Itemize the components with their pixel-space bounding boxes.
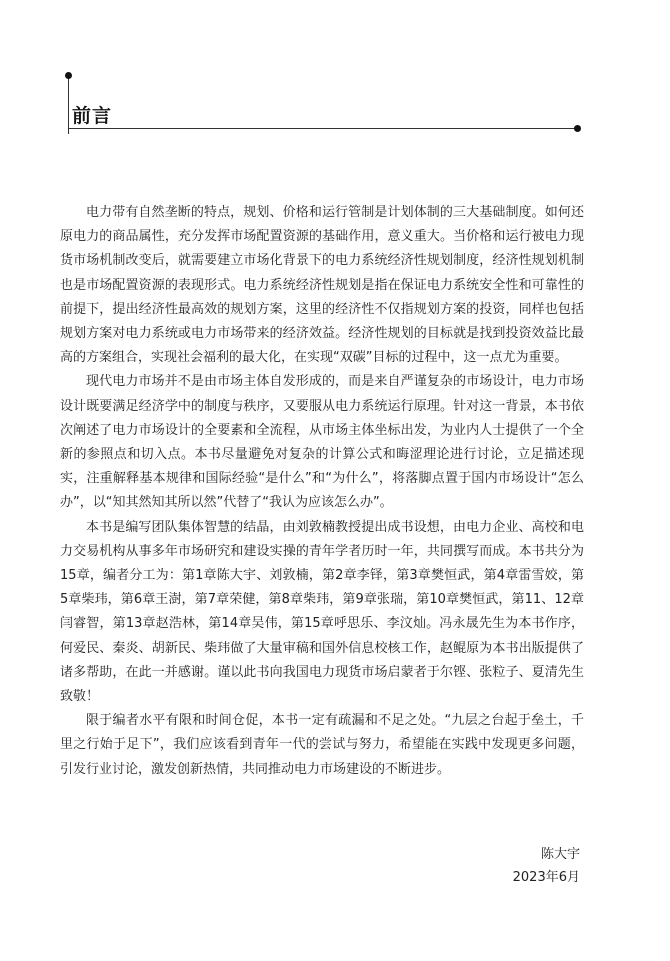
paragraph-4: 限于编者水平有限和时间仓促，本书一定有疏漏和不足之处。“九层之台起于垒土，千里之行始于足下”，我们应该看到青年一代的尝试与努力，希望能在实践中发现更多问题，引发行业讨论，激发创新热情，共同推动电力市场建设的不断进步。: [60, 713, 584, 777]
header-top-dot: [65, 72, 72, 79]
paragraph-3: 本书是编写团队集体智慧的结晶，由刘敦楠教授提出成书设想，由电力企业、高校和电力交易机构从事多年市场研究和建设实操的青年学者历时一年，共同撰写而成。本书共分为15章，编者分工为：第1章陈大宇、刘敦楠，第2章李铎，第3章樊恒武，第4章雷雪姣，第5章柴玮，第6章王澍，第7章荣健，第8章柴玮，第9章张瑞，第10章樊恒武，第11、12章闫睿智，第13章赵浩林，第14章吴伟，第15章呼思乐、李汶灿。冯永晟先生为本书作序，何爱民、秦炎、胡新民、柴玮做了大量审稿和国外信息校核工作，赵鲲原为本书出版提供了诸多帮助，在此一并感谢。谨以此书向我国电力现货市场启蒙者于尔铿、张粒子、夏清先生致敬！: [60, 519, 584, 705]
page-title: 前言: [72, 105, 113, 127]
preface-body: [60, 201, 584, 782]
header-end-dot: [574, 125, 581, 132]
header-vertical-rule: [68, 76, 69, 134]
signature-date: 2023年6月: [512, 870, 580, 885]
paragraph-1: 电力带有自然垄断的特点，规划、价格和运行管制是计划体制的三大基础制度。如何还原电力的商品属性，充分发挥市场配置资源的基础作用，意义重大。当价格和运行被电力现货市场机制改变后，就需要建立市场化背景下的电力系统经济性规划制度，经济性规划机制也是市场配置资源的表现形式。电力系统经济性规划是指在保证电力系统安全性和可靠性的前提下，提出经济性最高效的规划方案，这里的经济性不仅指规划方案的投资，同样也包括规划方案对电力系统或电力市场带来的经济效益。经济性规划的目标就是找到投资效益比最高的方案组合，实现社会福利的最大化，在实现“双碳”目标的过程中，这一点尤为重要。: [60, 205, 584, 366]
header-horizontal-rule: [68, 128, 578, 129]
signature-author: 陈大宇: [540, 847, 580, 862]
paragraph-2: 现代电力市场并不是由市场主体自发形成的，而是来自严谨复杂的市场设计，电力市场设计既要满足经济学中的制度与秩序，又要服从电力系统运行原理。针对这一背景，本书依次阐述了电力市场设计的全要素和全流程，从市场主体坐标出发，为业内人士提供了一个全新的参照点和切入点。本书尽量避免对复杂的计算公式和晦涩理论进行讨论，立足描述现实，注重解释基本规律和国际经验“是什么”和“为什么”，将落脚点置于国内市场设计“怎么办”，以“知其然知其所以然”代替了“我认为应该怎么办”。: [60, 374, 584, 511]
